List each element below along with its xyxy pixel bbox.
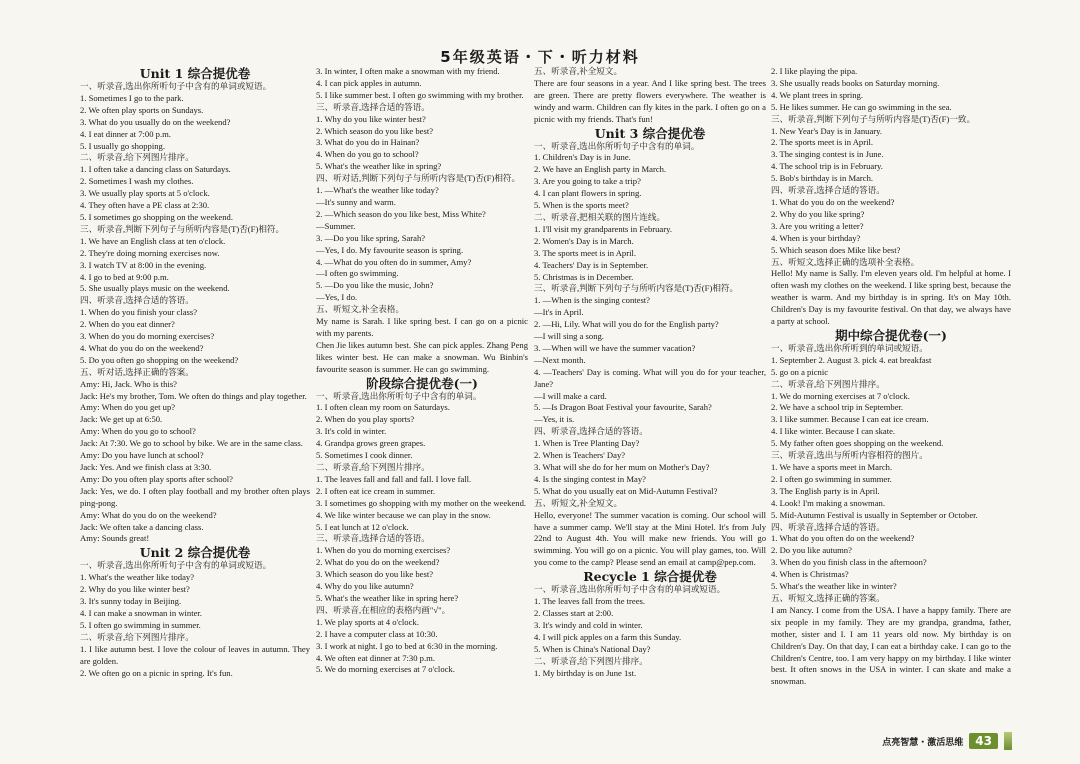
text-line: 3. What do you do in Hainan?: [316, 137, 420, 148]
text-line: 五、听对话,选择正确的答案。: [80, 366, 194, 377]
text-line: 3. The sports meet is in April.: [534, 247, 637, 258]
text-line: 5. Bob's birthday is in March.: [771, 173, 874, 184]
text-line: 1. September 2. August 3. pick 4. eat breakfast: [771, 354, 932, 365]
text-line: 2. Which season do you like best?: [316, 125, 434, 136]
text-line: —Next month.: [534, 354, 586, 365]
text-line: 三、听录音,选择合适的答语。: [316, 533, 430, 544]
text-line: 2. We often go on a picnic in spring. It's fun.: [80, 667, 233, 678]
text-line: 5. What's the weather like in winter?: [771, 581, 897, 592]
text-line: 四、听录音,选择合适的答语。: [771, 185, 885, 196]
text-line: 二、听录音,给下列图片排序。: [534, 655, 648, 666]
text-line: 一、听录音,选出你所听句子中含有的单词或短语。: [80, 81, 272, 91]
page-footer: [882, 732, 1012, 750]
text-line: There are four seasons in a year. And I like spring best. The trees are green. There are pretty flowers everywhere. The weather is windy and warm. Children can fly kites in the park. I often go on a picnic with my friends. That's fun!: [534, 77, 766, 124]
section-heading: 阶段综合提优卷(一): [366, 375, 478, 391]
text-line: Hello, everyone! The summer vacation is coming. Our school will have a summer camp. We'll stay at the Mini Hotel. It's from July 22nd to August 4th. You will make new friends. You will go swimming. You will go on a picnic. You will play games, too. Will you come to the camp? Please send an email at camp@pep.com.: [534, 509, 766, 568]
text-line: 5. What's the weather like in spring here?: [316, 592, 459, 603]
text-line: Amy: Do you have lunch at school?: [80, 450, 204, 461]
column-1: [80, 66, 310, 716]
text-line: 1. What do you often do on the weekend?: [771, 533, 915, 544]
text-line: 5. We do morning exercises at 7 o'clock.: [316, 664, 455, 675]
text-line: 1. I like autumn best. I love the colour of leaves in autumn. They are golden.: [80, 643, 310, 666]
text-line: Amy: Hi, Jack. Who is this?: [80, 378, 177, 389]
text-line: 1. When is Tree Planting Day?: [534, 438, 640, 449]
text-line: 二、听录音,把相关联的图片连线。: [534, 211, 666, 222]
text-line: 3. When do you finish class in the afternoon?: [771, 557, 927, 568]
text-line: 二、听录音,给下列图片排序。: [771, 378, 885, 389]
text-line: —Summer.: [316, 220, 356, 231]
text-line: 1. —What's the weather like today?: [316, 185, 439, 196]
text-line: 4. Teachers' Day is in September.: [534, 259, 649, 270]
text-line: 5. I like summer best. I often go swimming with my brother.: [316, 89, 524, 100]
text-line: 4. We often eat dinner at 7:30 p.m.: [316, 652, 435, 663]
text-line: 5. She usually plays music on the weekend.: [80, 283, 230, 294]
text-line: Jack: We get up at 6:50.: [80, 414, 163, 425]
text-line: 4. Grandpa grows green grapes.: [316, 438, 426, 449]
text-line: 2. What do you do on the weekend?: [316, 557, 440, 568]
text-line: 2. They're doing morning exercises now.: [80, 247, 220, 258]
text-line: 三、听录音,选出与所听内容相符的图片。: [771, 450, 928, 461]
text-line: 2. —Hi, Lily. What will you do for the English party?: [534, 319, 719, 330]
text-line: 1. I often take a dancing class on Saturdays.: [80, 164, 231, 175]
section-heading: 期中综合提优卷(一): [835, 327, 947, 343]
text-line: 5. —Is Dragon Boat Festival your favourite, Sarah?: [534, 402, 712, 413]
text-line: 3. —When will we have the summer vacation?: [534, 342, 696, 353]
text-line: 2. Why do you like winter best?: [80, 584, 190, 595]
page-number: 43: [969, 733, 998, 749]
text-line: 2. I often go swimming in summer.: [771, 473, 892, 484]
text-line: 5. When is the sports meet?: [534, 200, 629, 211]
text-line: 二、听录音,给下列图片排序。: [80, 152, 194, 163]
text-line: 3. Which season do you like best?: [316, 569, 434, 580]
text-line: 二、听录音,给下列图片排序。: [316, 462, 430, 472]
text-line: 1. When do you finish your class?: [80, 307, 198, 318]
text-line: Jack: Yes, we do. I often play football and my brother often plays ping-pong.: [80, 485, 310, 508]
text-line: 一、听录音,选出你所听句子中含有的单词。: [534, 140, 700, 151]
text-line: 4. Why do you like autumn?: [316, 581, 414, 592]
text-line: 四、听录音,选择合适的答语。: [771, 521, 885, 532]
text-line: 5. I sometimes go shopping on the weekend.: [80, 211, 233, 222]
text-line: 1. I'll visit my grandparents in February.: [534, 223, 672, 234]
text-line: 1. What do you do on the weekend?: [771, 196, 895, 207]
text-line: 4. What do you do on the weekend?: [80, 342, 204, 353]
text-line: 一、听录音,选出你所听句子中含有的单词。: [316, 390, 482, 401]
text-line: 3. It's sunny today in Beijing.: [80, 596, 182, 607]
text-line: 5. Do you often go shopping on the weekend?: [80, 354, 239, 365]
text-line: 3. Are you going to take a trip?: [534, 176, 641, 187]
section-heading: Unit 1 综合提优卷: [139, 66, 251, 81]
text-line: 4. The school trip is in February.: [771, 161, 883, 172]
page-title: 5年级英语・下・听力材料: [440, 48, 640, 66]
text-line: 5. Which season does Mike like best?: [771, 244, 901, 255]
column-2: [316, 66, 528, 716]
text-line: 3. The singing contest is in June.: [771, 149, 884, 160]
text-line: 2. We often play sports on Sundays.: [80, 104, 204, 115]
text-line: 4. —What do you often do in summer, Amy?: [316, 256, 472, 267]
text-line: 4. Is the singing contest in May?: [534, 473, 646, 484]
text-line: 5. What do you usually eat on Mid-Autumn Festival?: [534, 485, 718, 496]
text-line: —Yes, it is.: [534, 414, 575, 425]
text-line: Amy: What do you do on the weekend?: [80, 509, 217, 520]
text-line: 1. My birthday is on June 1st.: [534, 667, 637, 678]
text-line: 5. Sometimes I cook dinner.: [316, 450, 413, 461]
text-line: 3. She usually reads books on Saturday morning.: [771, 77, 940, 88]
text-line: Hello! My name is Sally. I'm eleven years old. I'm helpful at home. I often wash my clothes on the weekend. I like spring best, because the weather is warm. And my birthday is in spring. It's on May 10th. Children's Day is my favourite festival. On that day, we always have a party at school.: [771, 268, 1011, 327]
text-line: —I will sing a song.: [534, 331, 604, 342]
text-line: 4. I go to bed at 9:00 p.m.: [80, 271, 169, 282]
text-line: 3. —Do you like spring, Sarah?: [316, 232, 426, 243]
text-line: 1. We do morning exercises at 7 o'clock.: [771, 390, 910, 401]
text-line: 3. We usually play sports at 5 o'clock.: [80, 188, 210, 199]
text-line: 四、听录音,选择合适的答语。: [80, 295, 194, 306]
text-line: 3. It's windy and cold in winter.: [534, 619, 643, 630]
text-line: 4. When is your birthday?: [771, 232, 861, 243]
footer-brand: 点亮智慧・激活思维: [882, 737, 964, 748]
text-line: 四、听对话,判断下列句子与所听内容是(T)否(F)相符。: [316, 173, 521, 184]
text-line: 五、听短文,选择正确的答案。: [771, 592, 885, 603]
text-line: 1. Why do you like winter best?: [316, 113, 426, 124]
text-line: 2. When do you play sports?: [316, 414, 415, 425]
text-line: 5. My father often goes shopping on the weekend.: [771, 438, 944, 449]
section-heading: Unit 2 综合提优卷: [139, 545, 251, 561]
text-line: 2. I often eat ice cream in summer.: [316, 485, 436, 496]
text-line: 5. I usually go shopping.: [80, 140, 165, 151]
text-line: 3. In winter, I often make a snowman with my friend.: [316, 66, 500, 76]
text-line: 五、听短文,补全表格。: [316, 304, 405, 315]
text-line: 3. What will she do for her mum on Mother's Day?: [534, 462, 710, 472]
column-4: [771, 66, 1011, 716]
text-line: 4. I can plant flowers in spring.: [534, 188, 642, 199]
text-line: 3. What do you usually do on the weekend?: [80, 116, 231, 127]
column-3: [534, 66, 766, 716]
text-line: 3. Are you writing a letter?: [771, 220, 864, 231]
text-line: Amy: When do you go to school?: [80, 426, 196, 437]
text-line: Jack: He's my brother, Tom. We often do things and play together.: [80, 390, 307, 401]
text-line: Amy: Sounds great!: [80, 533, 150, 544]
text-line: 1. I often clean my room on Saturdays.: [316, 402, 450, 413]
text-line: Chen Jie likes autumn best. She can pick apples. Zhang Peng likes winter best. He can make a snowman. Wu Binbin's favourite season is summer. He can go swimming.: [316, 339, 528, 374]
text-line: I am Nancy. I come from the USA. I have a happy family. There are six people in my family. They are my grandpa, grandma, father, mother, sister and I. I am 11 years old now. My birthday is on Children's Day. On that day, I can eat a birthday cake. I can go to the Children's Centre, too. I am very happy on my birthday. I like winter best. It often snows in the USA in winter. I can skate and make a snowman.: [771, 604, 1011, 687]
text-line: 3. I sometimes go shopping with my mother on the weekend.: [316, 497, 527, 508]
text-line: 5. Mid-Autumn Festival is usually in September or October.: [771, 509, 978, 520]
text-line: 2. When is Teachers' Day?: [534, 450, 626, 461]
text-line: 1. Sometimes I go to the park.: [80, 92, 184, 103]
section-heading: Unit 3 综合提优卷: [594, 125, 706, 141]
text-line: 三、听录音,判断下列句子与所听内容是(T)否(F)一致。: [771, 113, 976, 124]
text-line: 一、听录音,选出你所听句子中含有的单词或短语。: [534, 584, 726, 595]
text-line: 1. We play sports at 4 o'clock.: [316, 616, 419, 627]
text-line: 4. I like winter. Because I can skate.: [771, 426, 896, 437]
text-line: —Yes, I do.: [316, 292, 358, 303]
text-line: —I will make a card.: [534, 390, 607, 401]
text-line: 2. Women's Day is in March.: [534, 235, 634, 246]
text-line: 1. When do you do morning exercises?: [316, 545, 451, 556]
text-line: 5. —Do you like the music, John?: [316, 280, 434, 291]
text-line: 2. I like playing the pipa.: [771, 66, 858, 76]
text-line: —Yes, I do. My favourite season is spring.: [316, 244, 464, 255]
section-heading: Recycle 1 综合提优卷: [583, 569, 717, 585]
text-line: Amy: When do you get up?: [80, 402, 176, 413]
text-line: 1. The leaves fall and fall and fall. I love fall.: [316, 473, 472, 484]
text-line: 5. I often go swimming in summer.: [80, 619, 201, 630]
text-line: Jack: We often take a dancing class.: [80, 521, 204, 532]
text-line: 3. I work at night. I go to bed at 6:30 in the morning.: [316, 640, 498, 651]
text-line: 2. Why do you like spring?: [771, 208, 865, 219]
text-line: 2. When do you eat dinner?: [80, 319, 175, 330]
text-line: 4. When do you go to school?: [316, 149, 419, 160]
text-line: 1. We have an English class at ten o'clock.: [80, 235, 226, 246]
text-line: —It's sunny and warm.: [316, 196, 396, 207]
text-line: 三、听录音,选择合适的答语。: [316, 101, 430, 112]
text-line: 3. When do you do morning exercises?: [80, 331, 215, 342]
text-line: 1. The leaves fall from the trees.: [534, 596, 646, 607]
text-line: 5. He likes summer. He can go swimming in the sea.: [771, 101, 952, 112]
text-line: 1. —When is the singing contest?: [534, 295, 650, 306]
text-line: —It's in April.: [534, 307, 584, 318]
text-line: 三、听录音,判断下列句子与所听内容是(T)否(F)相符。: [534, 283, 739, 294]
text-line: 4. I eat dinner at 7:00 p.m.: [80, 128, 171, 139]
text-line: 5. go on a picnic: [771, 366, 829, 377]
text-line: 4. We plant trees in spring.: [771, 89, 863, 100]
text-line: Amy: Do you often play sports after school?: [80, 473, 233, 484]
text-line: 五、听录音,补全短文。: [534, 66, 623, 76]
text-line: 5. Christmas is in December.: [534, 271, 634, 282]
text-line: 2. —Which season do you like best, Miss White?: [316, 208, 486, 219]
text-line: 1. Children's Day is in June.: [534, 152, 631, 163]
text-line: 4. Look! I'm making a snowman.: [771, 497, 885, 508]
text-line: 四、听录音,在相应的表格内画"√"。: [316, 604, 451, 615]
text-line: 5. What's the weather like in spring?: [316, 161, 442, 172]
text-line: 一、听录音,选出你所听到的单词或短语。: [771, 342, 928, 353]
text-line: 2. I have a computer class at 10:30.: [316, 628, 438, 639]
text-line: 4. I will pick apples on a farm this Sunday.: [534, 631, 682, 642]
text-line: 4. I can pick apples in autumn.: [316, 77, 422, 88]
text-line: 2. Do you like autumn?: [771, 545, 852, 556]
text-line: 2. Sometimes I wash my clothes.: [80, 176, 194, 187]
text-line: 1. We have a sports meet in March.: [771, 462, 893, 472]
text-line: 3. I watch TV at 8:00 in the evening.: [80, 259, 207, 270]
text-line: 1. What's the weather like today?: [80, 572, 195, 583]
text-line: 4. When is Christmas?: [771, 569, 849, 580]
footer-decoration: [1004, 732, 1012, 750]
text-line: 3. The English party is in April.: [771, 485, 880, 496]
text-line: 五、听短文,选择正确的选项补全表格。: [771, 256, 920, 267]
text-line: 2. The sports meet is in April.: [771, 137, 874, 148]
text-line: 一、听录音,选出你所听句子中含有的单词或短语。: [80, 560, 272, 571]
text-line: 4. They often have a PE class at 2:30.: [80, 200, 210, 211]
text-line: 3. I like summer. Because I can eat ice cream.: [771, 414, 929, 425]
text-line: 4. —Teachers' Day is coming. What will you do for your teacher, Jane?: [534, 366, 766, 389]
text-line: —I often go swimming.: [316, 268, 399, 279]
text-line: 三、听录音,判断下列句子与所听内容是(T)否(F)相符。: [80, 223, 285, 234]
text-line: 4. I can make a snowman in winter.: [80, 607, 202, 618]
text-line: Jack: Yes. And we finish class at 3:30.: [80, 462, 212, 472]
text-line: 四、听录音,选择合适的答语。: [534, 426, 648, 437]
text-line: 二、听录音,给下列图片排序。: [80, 631, 194, 642]
text-line: 5. When is China's National Day?: [534, 643, 651, 654]
text-line: 2. Classes start at 2:00.: [534, 607, 614, 618]
text-line: 5. I eat lunch at 12 o'clock.: [316, 521, 409, 532]
text-line: 五、听短文,补全短文。: [534, 497, 623, 508]
text-line: 2. We have an English party in March.: [534, 164, 667, 175]
text-line: 1. New Year's Day is in January.: [771, 125, 883, 136]
text-line: My name is Sarah. I like spring best. I can go on a picnic with my parents.: [316, 316, 528, 338]
text-line: 3. It's cold in winter.: [316, 426, 387, 437]
text-line: Jack: At 7:30. We go to school by bike. We are in the same class.: [80, 438, 303, 449]
text-line: 2. We have a school trip in September.: [771, 402, 904, 413]
text-line: 4. We like winter because we can play in the snow.: [316, 509, 491, 520]
